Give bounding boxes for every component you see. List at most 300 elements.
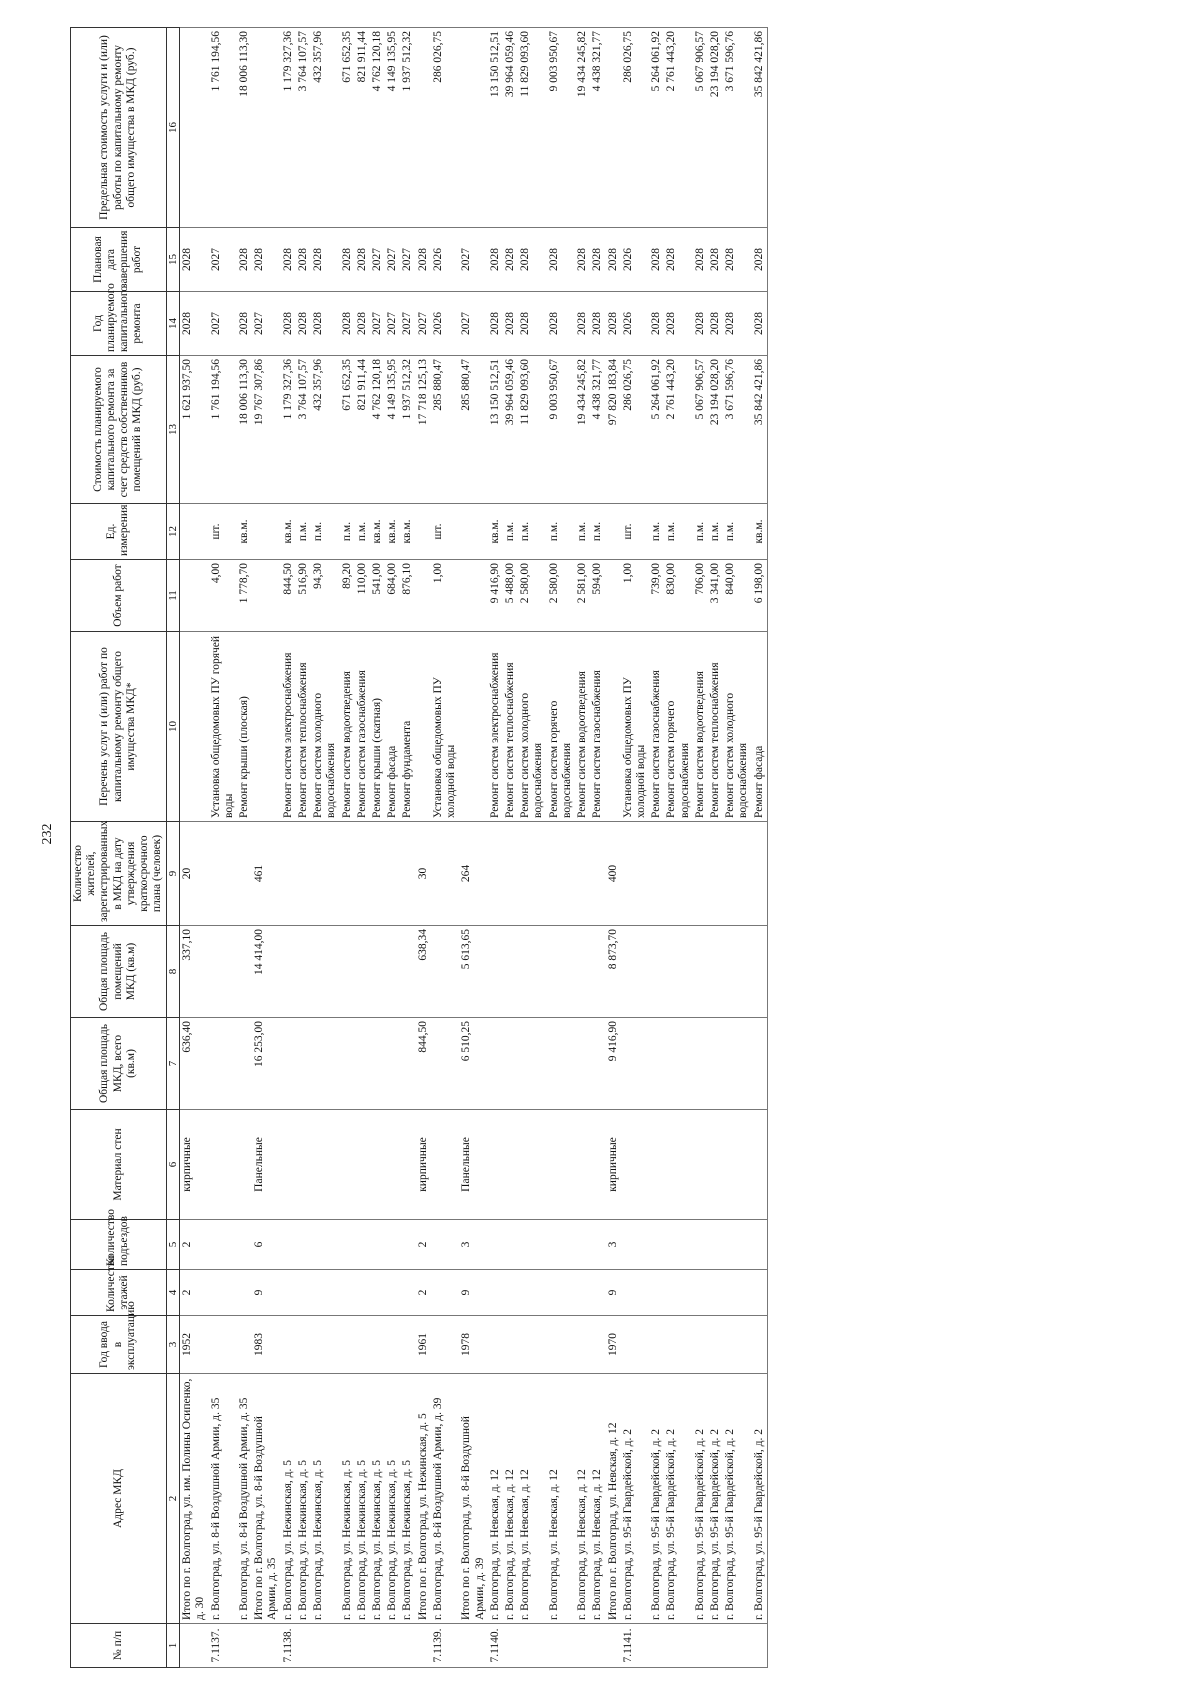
completion-date-cell: 2028 xyxy=(752,228,768,292)
work-type-cell xyxy=(416,632,431,822)
row-number-cell xyxy=(237,1624,252,1668)
unit-cell: п.м. xyxy=(340,504,355,560)
work-volume-cell: 94,30 xyxy=(311,560,339,632)
entrances-cell xyxy=(503,1220,518,1270)
floors-cell xyxy=(575,1270,590,1316)
premises-area-cell xyxy=(311,926,339,1018)
completion-date-cell: 2026 xyxy=(621,228,649,292)
unit-cell: п.м. xyxy=(547,504,575,560)
wall-material-cell xyxy=(664,1110,692,1220)
max-cost-cell xyxy=(180,28,209,228)
entrances-cell xyxy=(431,1220,459,1270)
work-type-cell: Ремонт систем теплоснабжения xyxy=(503,632,518,822)
entrances-cell xyxy=(547,1220,575,1270)
floors-cell: 2 xyxy=(416,1270,431,1316)
work-type-cell: Ремонт крыши (плоская) xyxy=(237,632,252,822)
year-built-cell: 1970 xyxy=(606,1316,621,1374)
floors-cell xyxy=(621,1270,649,1316)
premises-area-cell xyxy=(503,926,518,1018)
total-area-cell xyxy=(385,1018,400,1110)
residents-cell xyxy=(370,822,385,926)
row-number-cell xyxy=(180,1624,209,1668)
column-number: 13 xyxy=(166,356,180,504)
work-volume-cell: 5 488,00 xyxy=(503,560,518,632)
entrances-cell xyxy=(340,1220,355,1270)
unit-cell: кв.м. xyxy=(488,504,503,560)
year-built-cell: 1952 xyxy=(180,1316,209,1374)
year-built-cell xyxy=(664,1316,692,1374)
row-number-cell xyxy=(370,1624,385,1668)
year-built-cell xyxy=(590,1316,605,1374)
planned-year-cell: 2027 xyxy=(400,292,415,356)
work-type-cell xyxy=(252,632,280,822)
table-header xyxy=(71,28,180,1668)
table-row xyxy=(340,28,355,1668)
total-area-cell xyxy=(649,1018,664,1110)
total-area-cell xyxy=(518,1018,546,1110)
max-cost-cell xyxy=(459,28,487,228)
column-number: 6 xyxy=(166,1110,180,1220)
address-cell: г. Волгоград, ул. 95-й Гвардейской, д. 2 xyxy=(649,1374,664,1624)
completion-date-cell: 2028 xyxy=(252,228,280,292)
row-number-cell xyxy=(340,1624,355,1668)
row-number-cell xyxy=(547,1624,575,1668)
row-number-cell: 7.1140. xyxy=(488,1624,503,1668)
residents-cell: 461 xyxy=(252,822,280,926)
residents-cell xyxy=(575,822,590,926)
work-type-cell: Ремонт систем газоснабжения xyxy=(590,632,605,822)
completion-date-cell: 2027 xyxy=(400,228,415,292)
entrances-cell xyxy=(385,1220,400,1270)
capital-repair-plan-table xyxy=(70,27,768,1668)
total-area-cell xyxy=(488,1018,503,1110)
entrances-cell xyxy=(664,1220,692,1270)
row-number-cell xyxy=(606,1624,621,1668)
floors-cell: 9 xyxy=(252,1270,280,1316)
table-row xyxy=(431,28,459,1668)
wall-material-cell: кирпичные xyxy=(180,1110,209,1220)
wall-material-cell xyxy=(431,1110,459,1220)
column-header: Количество этажей xyxy=(71,1270,167,1316)
table-row xyxy=(752,28,768,1668)
entrances-cell xyxy=(723,1220,751,1270)
planned-year-cell: 2028 xyxy=(340,292,355,356)
header-row xyxy=(71,28,167,1668)
floors-cell xyxy=(281,1270,296,1316)
column-header: Количество жителей, зарегистрированных в МКД на дату утверждения краткосрочного плана (человек) xyxy=(71,822,167,926)
planned-year-cell: 2028 xyxy=(752,292,768,356)
work-type-cell: Установка общедомовых ПУ горячей воды xyxy=(209,632,237,822)
unit-cell xyxy=(416,504,431,560)
unit-cell xyxy=(606,504,621,560)
row-number-cell xyxy=(503,1624,518,1668)
address-cell: г. Волгоград, ул. 8-й Воздушной Армии, д. 39 xyxy=(431,1374,459,1624)
planned-year-cell: 2027 xyxy=(459,292,487,356)
residents-cell xyxy=(400,822,415,926)
premises-area-cell xyxy=(296,926,311,1018)
planned-year-cell: 2028 xyxy=(547,292,575,356)
max-cost-cell: 3 671 596,76 xyxy=(723,28,751,228)
floors-cell xyxy=(296,1270,311,1316)
planned-year-cell: 2028 xyxy=(180,292,209,356)
page-number: 232 xyxy=(40,823,55,845)
floors-cell xyxy=(400,1270,415,1316)
wall-material-cell: Панельные xyxy=(252,1110,280,1220)
address-cell: г. Волгоград, ул. 95-й Гвардейской, д. 2 xyxy=(664,1374,692,1624)
entrances-cell: 3 xyxy=(459,1220,487,1270)
max-cost-cell: 4 762 120,18 xyxy=(370,28,385,228)
completion-date-cell: 2028 xyxy=(296,228,311,292)
residents-cell xyxy=(296,822,311,926)
table-row xyxy=(252,28,280,1668)
planned-year-cell: 2028 xyxy=(311,292,339,356)
column-number: 3 xyxy=(166,1316,180,1374)
row-number-cell: 7.1139. xyxy=(431,1624,459,1668)
total-area-cell: 636,40 xyxy=(180,1018,209,1110)
row-number-cell xyxy=(252,1624,280,1668)
max-cost-cell: 432 357,96 xyxy=(311,28,339,228)
work-type-cell: Ремонт фундамента xyxy=(400,632,415,822)
premises-area-cell xyxy=(693,926,708,1018)
total-area-cell xyxy=(311,1018,339,1110)
planned-year-cell: 2027 xyxy=(252,292,280,356)
total-area-cell xyxy=(752,1018,768,1110)
planned-year-cell: 2028 xyxy=(664,292,692,356)
year-built-cell xyxy=(355,1316,370,1374)
work-type-cell: Ремонт систем горячего водоснабжения xyxy=(664,632,692,822)
planned-year-cell: 2028 xyxy=(606,292,621,356)
year-built-cell xyxy=(649,1316,664,1374)
address-cell: г. Волгоград, ул. Невская, д. 12 xyxy=(547,1374,575,1624)
residents-cell xyxy=(649,822,664,926)
entrances-cell xyxy=(400,1220,415,1270)
entrances-cell xyxy=(488,1220,503,1270)
floors-cell xyxy=(547,1270,575,1316)
row-number-cell xyxy=(416,1624,431,1668)
work-volume-cell xyxy=(252,560,280,632)
unit-cell xyxy=(459,504,487,560)
max-cost-cell: 9 003 950,67 xyxy=(547,28,575,228)
entrances-cell xyxy=(355,1220,370,1270)
floors-cell xyxy=(649,1270,664,1316)
residents-cell: 400 xyxy=(606,822,621,926)
wall-material-cell xyxy=(723,1110,751,1220)
wall-material-cell xyxy=(621,1110,649,1220)
max-cost-cell: 18 006 113,30 xyxy=(237,28,252,228)
premises-area-cell xyxy=(400,926,415,1018)
table-row xyxy=(459,28,487,1668)
unit-cell: п.м. xyxy=(503,504,518,560)
year-built-cell xyxy=(237,1316,252,1374)
row-number-cell xyxy=(708,1624,723,1668)
residents-cell xyxy=(518,822,546,926)
planned-year-cell: 2028 xyxy=(575,292,590,356)
year-built-cell xyxy=(370,1316,385,1374)
work-volume-cell: 840,00 xyxy=(723,560,751,632)
planned-year-cell: 2028 xyxy=(296,292,311,356)
table-row xyxy=(180,28,209,1668)
residents-cell xyxy=(209,822,237,926)
unit-cell: п.м. xyxy=(355,504,370,560)
premises-area-cell xyxy=(237,926,252,1018)
work-volume-cell xyxy=(459,560,487,632)
residents-cell xyxy=(621,822,649,926)
residents-cell xyxy=(752,822,768,926)
address-cell: г. Волгоград, ул. 8-й Воздушной Армии, д. 35 xyxy=(237,1374,252,1624)
premises-area-cell xyxy=(281,926,296,1018)
premises-area-cell xyxy=(590,926,605,1018)
repair-cost-cell: 2 761 443,20 xyxy=(664,356,692,504)
entrances-cell xyxy=(752,1220,768,1270)
total-area-cell: 6 510,25 xyxy=(459,1018,487,1110)
unit-cell: п.м. xyxy=(723,504,751,560)
total-area-cell xyxy=(281,1018,296,1110)
column-header: Количество подъездов xyxy=(71,1220,167,1270)
column-number: 1 xyxy=(166,1624,180,1668)
max-cost-cell: 23 194 028,20 xyxy=(708,28,723,228)
total-area-cell xyxy=(664,1018,692,1110)
repair-cost-cell: 9 003 950,67 xyxy=(547,356,575,504)
year-built-cell xyxy=(547,1316,575,1374)
max-cost-cell: 821 911,44 xyxy=(355,28,370,228)
completion-date-cell: 2028 xyxy=(606,228,621,292)
repair-cost-cell: 18 006 113,30 xyxy=(237,356,252,504)
row-number-cell xyxy=(385,1624,400,1668)
floors-cell xyxy=(590,1270,605,1316)
unit-cell: кв.м. xyxy=(237,504,252,560)
unit-cell: п.м. xyxy=(518,504,546,560)
table-row xyxy=(590,28,605,1668)
max-cost-cell: 4 149 135,95 xyxy=(385,28,400,228)
wall-material-cell xyxy=(518,1110,546,1220)
address-cell: г. Волгоград, ул. Нежинская, д. 5 xyxy=(311,1374,339,1624)
completion-date-cell: 2026 xyxy=(431,228,459,292)
planned-year-cell: 2026 xyxy=(621,292,649,356)
completion-date-cell: 2028 xyxy=(575,228,590,292)
column-header: Стоимость планируемого капитального ремонта за счет средств собственников помещений в МКД (руб.) xyxy=(71,356,167,504)
premises-area-cell xyxy=(723,926,751,1018)
repair-cost-cell: 285 880,47 xyxy=(431,356,459,504)
residents-cell xyxy=(547,822,575,926)
column-number: 12 xyxy=(166,504,180,560)
year-built-cell xyxy=(296,1316,311,1374)
unit-cell: п.м. xyxy=(590,504,605,560)
max-cost-cell: 1 937 512,32 xyxy=(400,28,415,228)
premises-area-cell xyxy=(209,926,237,1018)
completion-date-cell: 2028 xyxy=(708,228,723,292)
residents-cell xyxy=(281,822,296,926)
repair-cost-cell: 1 621 937,50 xyxy=(180,356,209,504)
unit-cell: п.м. xyxy=(693,504,708,560)
floors-cell xyxy=(311,1270,339,1316)
year-built-cell xyxy=(518,1316,546,1374)
entrances-cell xyxy=(575,1220,590,1270)
residents-cell xyxy=(355,822,370,926)
year-built-cell xyxy=(400,1316,415,1374)
column-number: 4 xyxy=(166,1270,180,1316)
premises-area-cell xyxy=(431,926,459,1018)
work-volume-cell: 89,20 xyxy=(340,560,355,632)
work-type-cell: Ремонт систем холодного водоснабжения xyxy=(311,632,339,822)
table-row xyxy=(693,28,708,1668)
floors-cell: 2 xyxy=(180,1270,209,1316)
unit-cell: кв.м. xyxy=(281,504,296,560)
column-header: Общая площадь МКД, всего (кв.м) xyxy=(71,1018,167,1110)
work-type-cell: Ремонт систем холодного водоснабжения xyxy=(518,632,546,822)
column-number: 11 xyxy=(166,560,180,632)
table-row xyxy=(488,28,503,1668)
row-number-cell xyxy=(311,1624,339,1668)
wall-material-cell xyxy=(281,1110,296,1220)
table-row xyxy=(385,28,400,1668)
wall-material-cell xyxy=(355,1110,370,1220)
max-cost-cell: 286 026,75 xyxy=(431,28,459,228)
floors-cell xyxy=(209,1270,237,1316)
total-area-cell xyxy=(708,1018,723,1110)
premises-area-cell: 337,10 xyxy=(180,926,209,1018)
total-area-cell xyxy=(590,1018,605,1110)
premises-area-cell xyxy=(649,926,664,1018)
unit-cell: кв.м. xyxy=(385,504,400,560)
year-built-cell xyxy=(693,1316,708,1374)
work-volume-cell: 516,90 xyxy=(296,560,311,632)
max-cost-cell xyxy=(606,28,621,228)
work-type-cell: Ремонт фасада xyxy=(385,632,400,822)
work-type-cell: Установка общедомовых ПУ холодной воды xyxy=(431,632,459,822)
floors-cell xyxy=(385,1270,400,1316)
work-volume-cell: 2 581,00 xyxy=(575,560,590,632)
repair-cost-cell: 1 761 194,56 xyxy=(209,356,237,504)
work-type-cell: Ремонт систем холодного водоснабжения xyxy=(723,632,751,822)
total-area-cell: 16 253,00 xyxy=(252,1018,280,1110)
max-cost-cell: 286 026,75 xyxy=(621,28,649,228)
repair-cost-cell: 286 026,75 xyxy=(621,356,649,504)
work-type-cell: Ремонт систем водоотведения xyxy=(340,632,355,822)
entrances-cell xyxy=(590,1220,605,1270)
premises-area-cell xyxy=(547,926,575,1018)
total-area-cell xyxy=(355,1018,370,1110)
wall-material-cell xyxy=(311,1110,339,1220)
floors-cell xyxy=(752,1270,768,1316)
column-header: Предельная стоимость услуги и (или) работы по капитальному ремонту общего имущества в МКД (руб.) xyxy=(71,28,167,228)
residents-cell xyxy=(503,822,518,926)
wall-material-cell xyxy=(209,1110,237,1220)
unit-cell: п.м. xyxy=(311,504,339,560)
year-built-cell xyxy=(281,1316,296,1374)
entrances-cell xyxy=(649,1220,664,1270)
max-cost-cell xyxy=(416,28,431,228)
work-volume-cell: 541,00 xyxy=(370,560,385,632)
total-area-cell xyxy=(209,1018,237,1110)
completion-date-cell: 2028 xyxy=(180,228,209,292)
column-header: Год планируемого капитального ремонта xyxy=(71,292,167,356)
year-built-cell xyxy=(723,1316,751,1374)
address-cell: Итого по г. Волгоград, ул. 8-й Воздушной Армии, д. 35 xyxy=(252,1374,280,1624)
premises-area-cell xyxy=(355,926,370,1018)
table-row xyxy=(649,28,664,1668)
planned-year-cell: 2026 xyxy=(431,292,459,356)
table-row xyxy=(237,28,252,1668)
table-row xyxy=(400,28,415,1668)
floors-cell xyxy=(431,1270,459,1316)
planned-year-cell: 2028 xyxy=(237,292,252,356)
completion-date-cell: 2028 xyxy=(518,228,546,292)
address-cell: г. Волгоград, ул. Нежинская, д. 5 xyxy=(370,1374,385,1624)
completion-date-cell: 2028 xyxy=(723,228,751,292)
column-header: Перечень услуг и (или) работ по капитальному ремонту общего имущества МКД* xyxy=(71,632,167,822)
repair-cost-cell: 23 194 028,20 xyxy=(708,356,723,504)
premises-area-cell xyxy=(708,926,723,1018)
repair-cost-cell: 4 438 321,77 xyxy=(590,356,605,504)
table-row xyxy=(416,28,431,1668)
residents-cell xyxy=(693,822,708,926)
address-cell: г. Волгоград, ул. Нежинская, д. 5 xyxy=(355,1374,370,1624)
entrances-cell: 2 xyxy=(180,1220,209,1270)
planned-year-cell: 2027 xyxy=(209,292,237,356)
work-type-cell: Ремонт систем теплоснабжения xyxy=(708,632,723,822)
repair-cost-cell: 97 820 183,84 xyxy=(606,356,621,504)
entrances-cell: 2 xyxy=(416,1220,431,1270)
column-header: Общая площадь помещений МКД (кв.м) xyxy=(71,926,167,1018)
premises-area-cell xyxy=(385,926,400,1018)
work-volume-cell: 9 416,90 xyxy=(488,560,503,632)
wall-material-cell xyxy=(237,1110,252,1220)
completion-date-cell: 2028 xyxy=(664,228,692,292)
entrances-cell xyxy=(281,1220,296,1270)
repair-cost-cell: 5 264 061,92 xyxy=(649,356,664,504)
premises-area-cell: 638,34 xyxy=(416,926,431,1018)
address-cell: г. Волгоград, ул. Невская, д. 12 xyxy=(488,1374,503,1624)
wall-material-cell xyxy=(575,1110,590,1220)
completion-date-cell: 2028 xyxy=(693,228,708,292)
total-area-cell xyxy=(547,1018,575,1110)
address-cell: г. Волгоград, ул. 8-й Воздушной Армии, д. 35 xyxy=(209,1374,237,1624)
premises-area-cell xyxy=(518,926,546,1018)
premises-area-cell xyxy=(621,926,649,1018)
planned-year-cell: 2028 xyxy=(503,292,518,356)
table-row xyxy=(621,28,649,1668)
planned-year-cell: 2027 xyxy=(385,292,400,356)
work-volume-cell: 1 778,70 xyxy=(237,560,252,632)
planned-year-cell: 2028 xyxy=(649,292,664,356)
repair-cost-cell: 35 842 421,86 xyxy=(752,356,768,504)
column-number: 7 xyxy=(166,1018,180,1110)
column-header: Адрес МКД xyxy=(71,1374,167,1624)
total-area-cell xyxy=(503,1018,518,1110)
entrances-cell xyxy=(209,1220,237,1270)
address-cell: г. Волгоград, ул. Невская, д. 12 xyxy=(518,1374,546,1624)
repair-cost-cell: 4 149 135,95 xyxy=(385,356,400,504)
planned-year-cell: 2028 xyxy=(693,292,708,356)
work-volume-cell: 2 580,00 xyxy=(547,560,575,632)
total-area-cell xyxy=(296,1018,311,1110)
wall-material-cell xyxy=(370,1110,385,1220)
residents-cell xyxy=(590,822,605,926)
max-cost-cell: 4 438 321,77 xyxy=(590,28,605,228)
work-type-cell: Ремонт систем газоснабжения xyxy=(355,632,370,822)
repair-cost-cell: 821 911,44 xyxy=(355,356,370,504)
wall-material-cell xyxy=(649,1110,664,1220)
wall-material-cell: Панельные xyxy=(459,1110,487,1220)
work-volume-cell: 1,00 xyxy=(621,560,649,632)
row-number-cell xyxy=(518,1624,546,1668)
work-volume-cell: 684,00 xyxy=(385,560,400,632)
work-volume-cell: 3 341,00 xyxy=(708,560,723,632)
planned-year-cell: 2027 xyxy=(370,292,385,356)
work-type-cell: Ремонт систем водоотведения xyxy=(693,632,708,822)
floors-cell xyxy=(518,1270,546,1316)
entrances-cell: 6 xyxy=(252,1220,280,1270)
